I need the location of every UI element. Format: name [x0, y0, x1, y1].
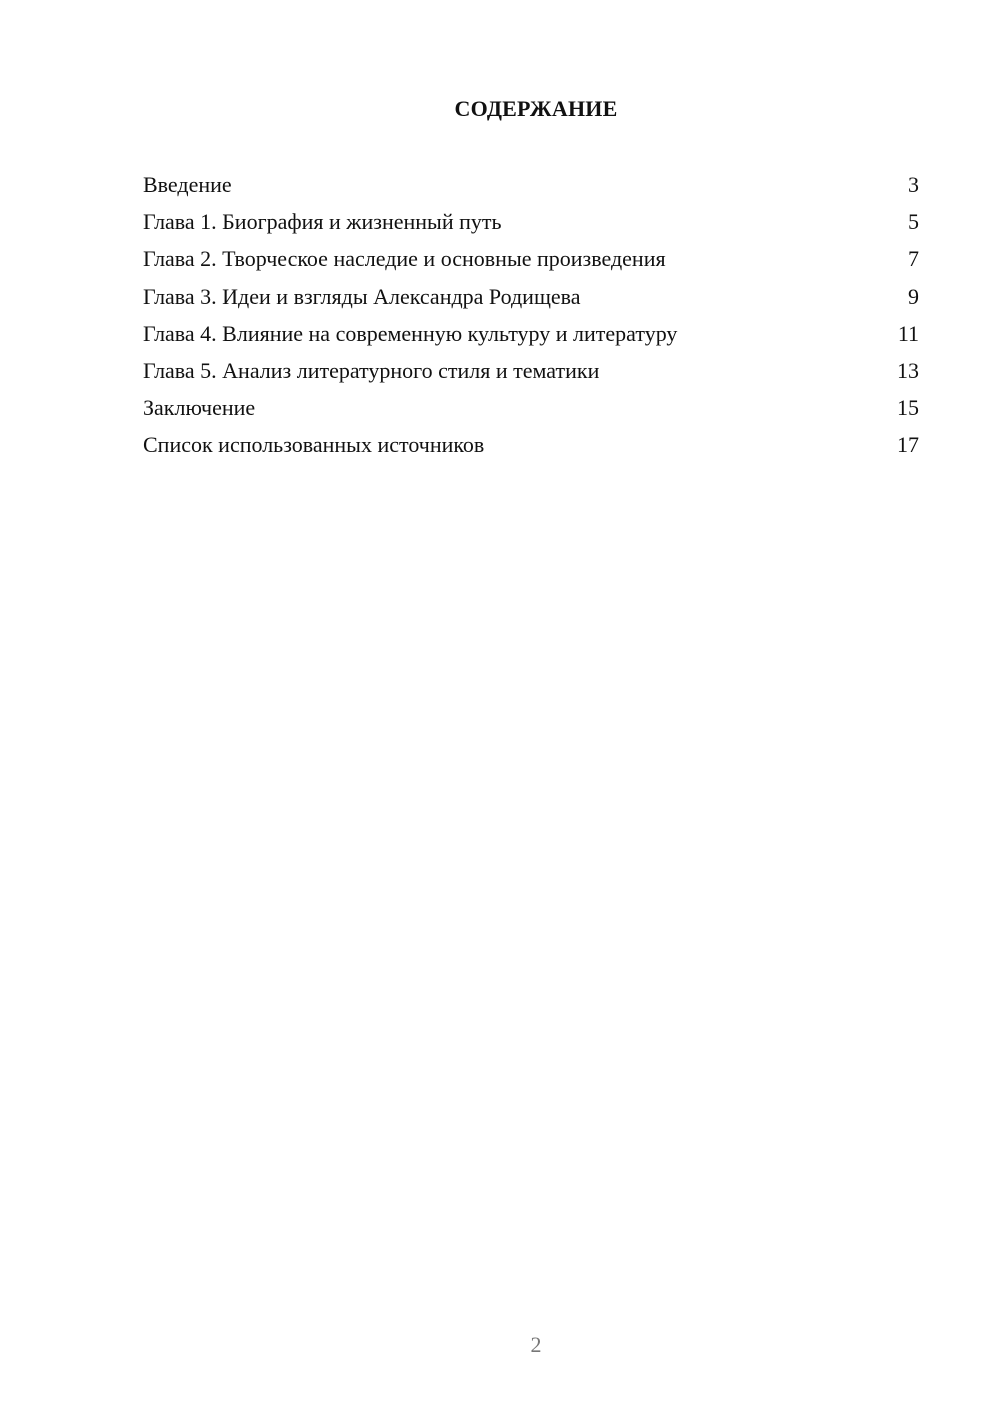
- toc-entry-conclusion[interactable]: [143, 393, 919, 430]
- toc-entry-label: Введение: [143, 172, 232, 197]
- toc-entry-page: 15: [897, 395, 919, 421]
- toc-entry-chapter-5[interactable]: [143, 356, 919, 393]
- toc-entry-references[interactable]: [143, 430, 919, 467]
- toc-entry-page: 9: [908, 283, 919, 309]
- toc-entry-introduction[interactable]: [143, 170, 919, 207]
- toc-entry-chapter-2[interactable]: [143, 244, 919, 281]
- toc-entry-label: Заключение: [143, 395, 256, 421]
- toc-entry-label: Глава 4. Влияние на современную культуру и литературу: [143, 320, 678, 346]
- toc-entry-label: Список использованных источников: [143, 432, 485, 458]
- toc-entry-label: Глава 2. Творческое наследие и основные произведения: [143, 246, 666, 272]
- table-of-contents: [143, 170, 919, 468]
- toc-entry-page: 13: [897, 357, 919, 383]
- toc-entry-chapter-1[interactable]: [143, 207, 919, 244]
- toc-entry-chapter-4[interactable]: [143, 319, 919, 356]
- toc-entry-page: 17: [897, 432, 919, 458]
- page-number: 2: [530, 1332, 542, 1357]
- toc-entry-label: Глава 1. Биография и жизненный путь: [143, 209, 502, 235]
- toc-entry-label: Глава 5. Анализ литературного стиля и тематики: [143, 357, 600, 383]
- toc-entry-page: 5: [908, 209, 919, 235]
- toc-entry-page: 3: [908, 172, 919, 197]
- toc-entry-page: 11: [897, 320, 919, 346]
- toc-entry-page: 7: [908, 246, 919, 272]
- toc-entry-label: Глава 3. Идеи и взгляды Александра Родищева: [143, 283, 581, 309]
- toc-title: СОДЕРЖАНИЕ: [454, 96, 618, 121]
- toc-entry-chapter-3[interactable]: [143, 282, 919, 319]
